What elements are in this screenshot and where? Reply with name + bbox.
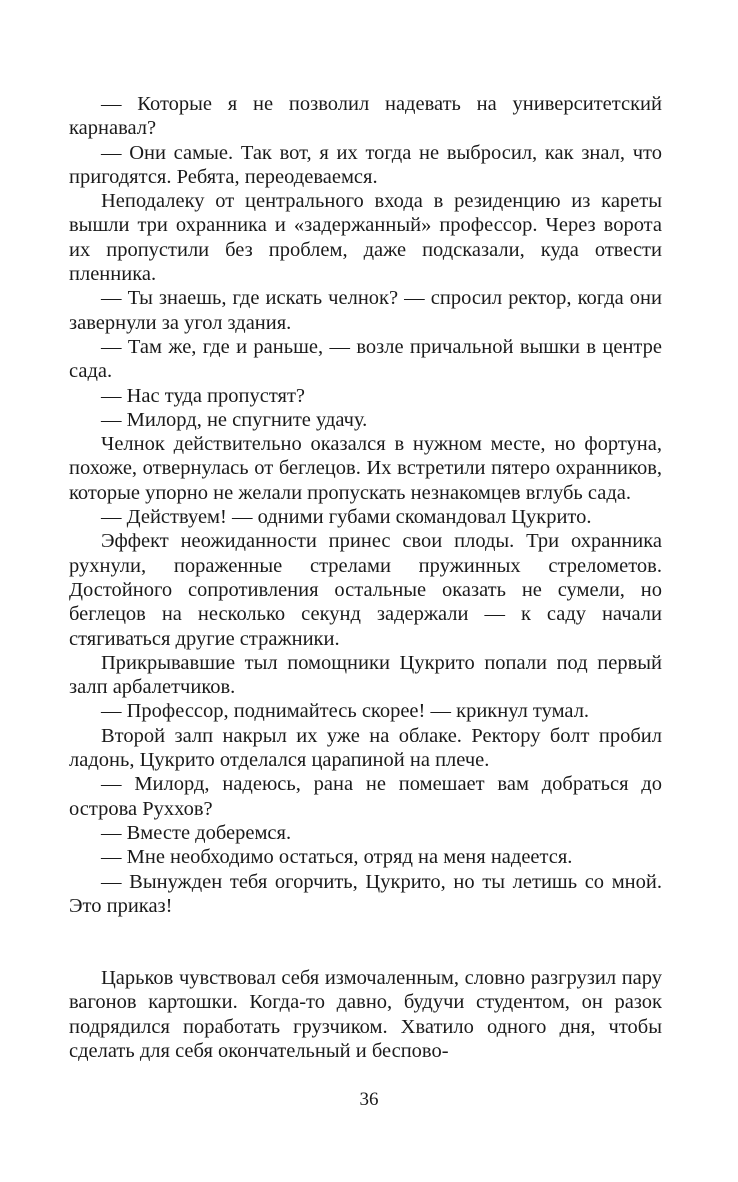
section-break — [69, 918, 662, 966]
paragraph: Челнок действительно оказался в нужном месте, но фортуна, похоже, отвернулась от беглецов. Их встретили пятеро охранников, которые упорно не желали пропускать незнакомцев вглубь сада. — [69, 433, 662, 504]
paragraph: Эффект неожиданности принес свои плоды. Три охранника рухнули, пораженные стрелами пружинных стрелометов. Достойного сопротивления остальные оказать не сумели, но беглецов на несколько секунд задержали — к саду начали стягиваться другие стражники. — [69, 530, 662, 650]
paragraph: — Милорд, надеюсь, рана не помешает вам добраться до острова Руххов? — [69, 773, 662, 820]
paragraph: — Там же, где и раньше, — возле причальной вышки в центре сада. — [69, 335, 662, 383]
paragraph: — Ты знаешь, где искать челнок? — спросил ректор, когда они завернули за угол здания. — [69, 287, 662, 334]
paragraph: — Профессор, поднимайтесь скорее! — крикнул тумал. — [101, 700, 590, 723]
paragraph: Прикрывавшие тыл помощники Цукрито попали под первый залп арбалетчиков. — [69, 651, 662, 699]
paragraph: — Которые я не позволил надевать на университетский карнавал? — [69, 93, 662, 140]
paragraph: — Вынужден тебя огорчить, Цукрито, но ты летишь со мной. Это приказ! — [69, 870, 662, 917]
paragraph: Неподалеку от центрального входа в резиденцию из кареты вышли три охранника и «задержанный» профессор. Через ворота их пропустили без проблем, даже подсказали, куда отвести пленника. — [69, 190, 662, 286]
paragraph: — Милорд, не спугните удачу. — [101, 408, 368, 431]
paragraph: — Действуем! — одними губами скомандовал Цукрито. — [101, 506, 592, 529]
paragraph: — Нас туда пропустят? — [101, 384, 306, 407]
paragraph: — Мне необходимо остаться, отряд на меня надеется. — [101, 846, 573, 869]
paragraph: — Они самые. Так вот, я их тогда не выбросил, как знал, что пригодятся. Ребята, переодеваемся. — [69, 141, 662, 188]
page-body — [69, 92, 662, 1063]
page-number: 36 — [359, 1089, 379, 1110]
paragraph: Второй залп накрыл их уже на облаке. Ректору болт пробил ладонь, Цукрито отделался царапиной на плече. — [69, 724, 662, 772]
paragraph: Царьков чувствовал себя измочаленным, словно разгрузил пару вагонов картошки. Когда-то давно, будучи студентом, он разок подрядился поработать грузчиком. Хватило одного дня, чтобы сделать для себя окончательный и беспово- — [69, 967, 662, 1062]
paragraph: — Вместе доберемся. — [101, 821, 292, 844]
